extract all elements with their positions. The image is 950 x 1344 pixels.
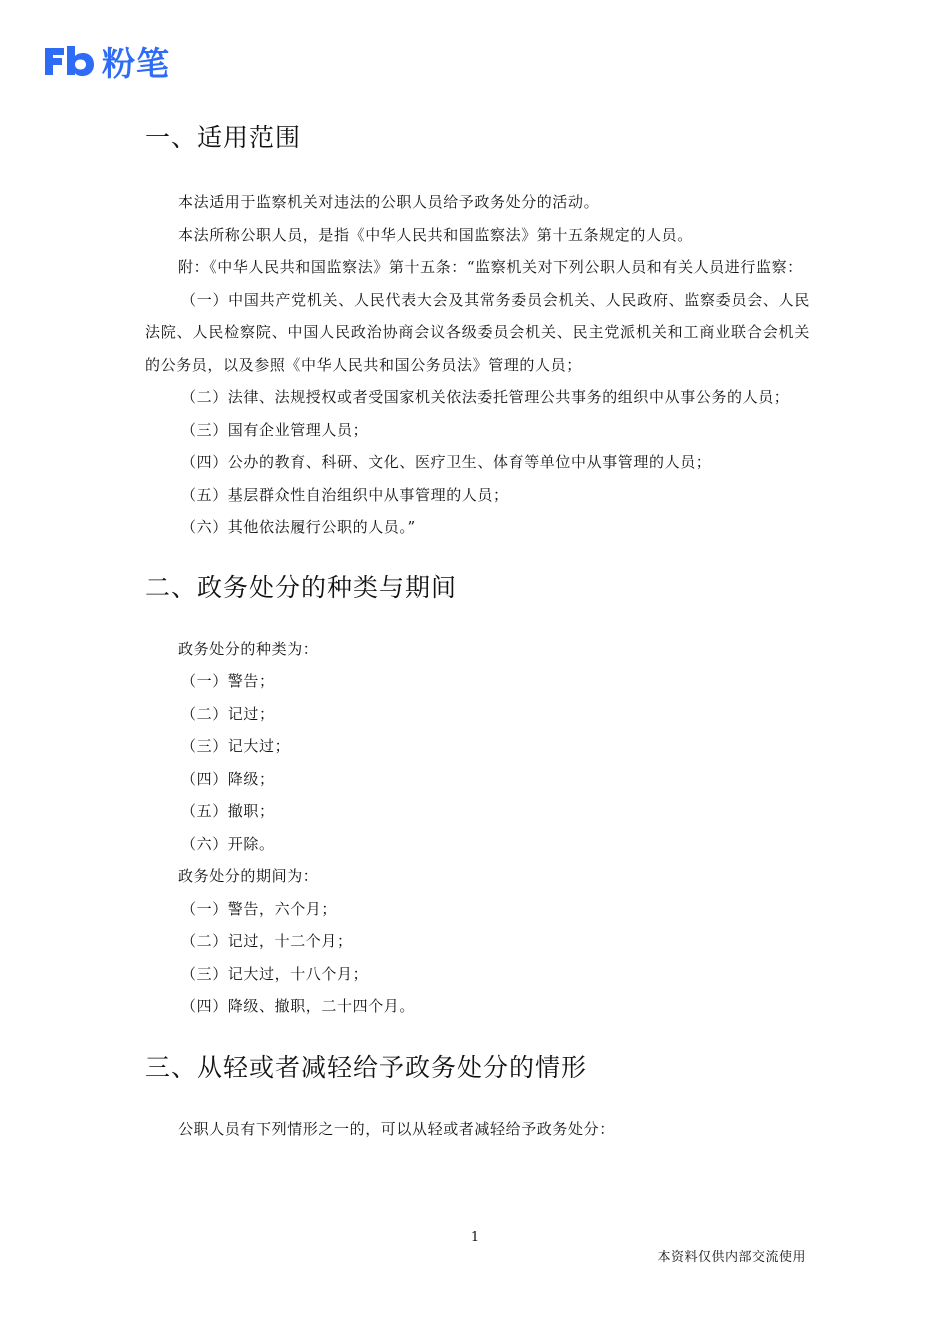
- page-number: 1: [470, 1230, 480, 1245]
- paragraph: 附：《中华人民共和国监察法》第十五条：“监察机关对下列公职人员和有关人员进行监察：: [178, 258, 803, 276]
- paragraph: 政务处分的种类为：: [178, 639, 319, 658]
- list-item: （六）其他依法履行公职的人员。”: [181, 518, 416, 536]
- paragraph: 公职人员有下列情形之一的，可以从轻或者减轻给予政务处分：: [178, 1119, 615, 1138]
- paragraph: 本法适用于监察机关对违法的公职人员给予政务处分的活动。: [178, 193, 600, 211]
- section-title: 二、政务处分的种类与期间: [145, 572, 458, 602]
- list-item: （五）撤职；: [181, 802, 275, 820]
- paragraph: 本法所称公职人员，是指《中华人民共和国监察法》第十五条规定的人员。: [178, 225, 693, 244]
- list-item: （二）法律、法规授权或者受国家机关依法委托管理公共事务的组织中从事公务的人员；: [181, 388, 790, 406]
- list-item: （一）中国共产党机关、人民代表大会及其常务委员会机关、人民政府、监察委员会、人民法院、人民检察院、中国人民政治协商会议各级委员会机关、民主党派机关和工商业联合会机关的公务员，以及参照《中华人民共和国公务员法》管理的人员；: [145, 290, 810, 374]
- section-title: 一、适用范围: [145, 123, 302, 152]
- brand-logo: [42, 42, 170, 83]
- list-item: （三）国有企业管理人员；: [181, 420, 369, 439]
- list-item: （四）公办的教育、科研、文化、医疗卫生、体育等单位中从事管理的人员；: [181, 453, 712, 471]
- list-item: （二）记过，十二个月；: [181, 932, 353, 950]
- brand-name: 粉笔: [102, 43, 170, 83]
- list-item: （五）基层群众性自治组织中从事管理的人员；: [181, 485, 509, 504]
- list-item: （二）记过；: [181, 704, 275, 723]
- document-body: [145, 118, 810, 1145]
- paragraph: 政务处分的期间为：: [178, 867, 319, 885]
- list-item: （四）降级；: [181, 769, 275, 788]
- list-item: （六）开除。: [181, 834, 275, 853]
- list-item: （一）警告；: [181, 672, 275, 690]
- list-item: （三）记大过；: [181, 737, 291, 755]
- footer-note: 本资料仅供内部交流使用: [657, 1250, 806, 1265]
- section-title: 三、从轻或者减轻给予政务处分的情形: [145, 1052, 588, 1082]
- fb-logo-icon: [42, 44, 96, 78]
- list-item: （三）记大过，十八个月；: [181, 964, 369, 983]
- list-item: （四）降级、撤职，二十四个月。: [181, 997, 416, 1015]
- list-item: （一）警告，六个月；: [181, 899, 338, 918]
